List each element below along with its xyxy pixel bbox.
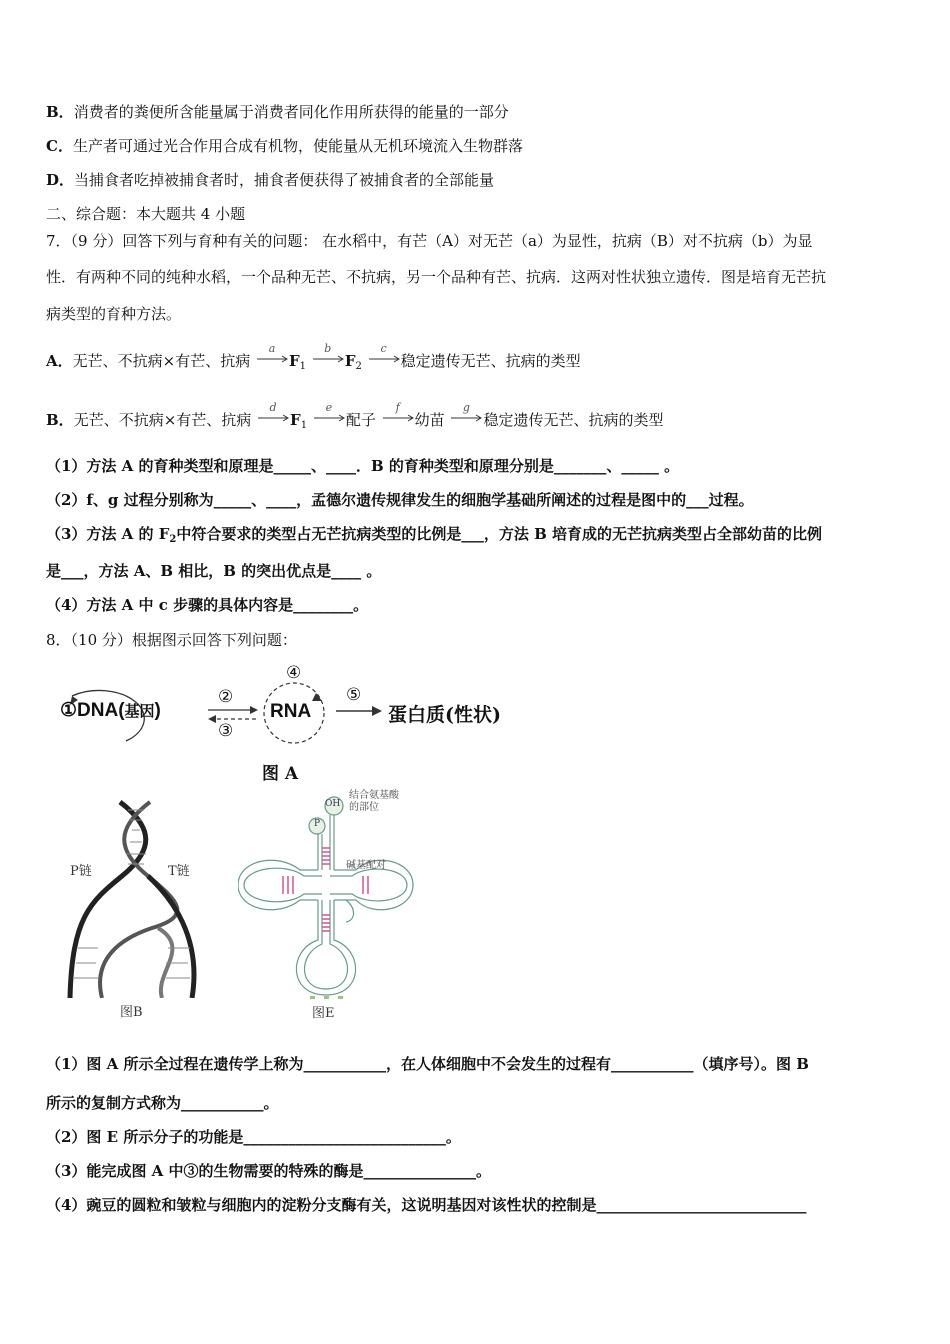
protein-label [388,700,501,727]
option-d-text: 当捕食者吃掉被捕食者时，捕食者便获得了被捕食者的全部能量 [74,171,495,189]
arrow-f-label: f [395,401,400,414]
option-c-text: 生产者可通过光合作用合成有机物，使能量从无机环境流入生物群落 [72,137,523,155]
figure-a [58,663,538,783]
q8-sub1-line2: 所示的复制方式称为___________。 [46,1094,279,1112]
trna-cloverleaf-illustration [238,790,428,1000]
q8-sub4: （4）豌豆的圆粒和皱粒与细胞内的淀粉分支酶有关，这说明基因对该性状的控制是____________________________ [46,1196,807,1214]
arrow-a-label: a [268,342,276,355]
method-b-f1-sub: 1 [300,420,308,431]
method-a-end: 稳定遗传无芒、抗病的类型 [400,352,581,370]
step-5-number: ⑤ [346,685,362,705]
trait-text: 性状 [454,704,493,726]
option-c-label: C． [46,137,73,155]
option-b-text: 消费者的粪便所含能量属于消费者同化作用所获得的能量的一部分 [73,103,509,121]
q7-score: （9 分） [70,232,123,250]
oh-label: OH [325,799,341,809]
option-d-label: D． [46,171,75,189]
figure-e-caption: 图E [312,1006,335,1021]
step-2-number: ② [218,687,234,707]
q8-sub3: （3）能完成图 A 中③的生物需要的特殊的酶是_______________。 [46,1162,492,1180]
method-b-label: B． [46,411,74,429]
right-arrow-icon [450,413,482,423]
q7-stem-line2: 性．有两种不同的纯种水稻，一个品种无芒、不抗病，另一个品种有芒、抗病．这两对性状独立遗传．图是培育无芒抗 [46,268,827,286]
q7-sub2: （2）f、g 过程分别称为_____、____，孟德尔遗传规律发生的细胞学基础所阐述的过程是图中的___过程。 [46,491,754,509]
q7-method-a [46,342,581,378]
arrow-2-head-icon [250,706,258,714]
right-arrow-icon [312,354,344,364]
protein-close: ) [492,704,502,726]
q7-method-b [46,401,664,437]
aa-site-line1: 结合氨基酸 [349,790,399,801]
q8-stem [46,629,297,651]
step-4-number: ④ [286,663,302,683]
right-arrow-icon [256,354,288,364]
right-arrow-icon [313,413,345,423]
q7-sub3-sub: 2 [169,534,177,545]
option-d [46,169,494,191]
q7-stem-text1: 回答下列与育种有关的问题： 在水稻中，有芒（A）对无芒（a）为显性，抗病（B）对不抗病（b）为显 [122,232,813,250]
step-3-number: ③ [218,721,234,741]
q7-sub3-line2: 是___，方法 A、B 相比，B 的突出优点是____ 。 [46,562,382,580]
method-a-f1: F [289,352,300,370]
arrow-g-label: g [462,401,470,414]
gene-text: 基因 [124,703,155,720]
arrow-d [257,401,289,427]
method-b-f1: F [290,411,301,429]
method-a-f2: F [344,352,356,370]
method-b-mid2: 幼苗 [414,411,445,429]
q7-number: 7． [46,232,71,250]
arrow-3-head-icon [208,715,216,723]
arrow-d-label: d [269,401,277,414]
q7-sub3-line1 [46,523,822,551]
q7-sub3-pre: （3）方法 A 的 F [46,525,170,543]
section-heading: 二、综合题：本大题共 4 小题 [46,205,246,223]
method-b-mid1: 配子 [345,411,376,429]
dna-double-helix-illustration [62,798,212,998]
dna-close: ) [154,700,161,721]
arrow-b-label: b [324,342,332,355]
arrow-b [312,342,344,368]
p-label: P [314,819,321,829]
t-chain-label: T链 [168,864,190,879]
q8-sub1-line1: （1）图 A 所示全过程在遗传学上称为___________，在人体细胞中不会发生的过程有___________（填序号）。图 B [46,1055,809,1073]
dna-text: ①DNA( [60,700,125,721]
q7-sub1: （1）方法 A 的育种类型和原理是_____、____．B 的育种类型和原理分别是_______、_____ 。 [46,457,680,475]
figure-b [62,798,212,1023]
q7-sub3-post: 中符合要求的类型占无芒抗病类型的比例是___，方法 B 培育成的无芒抗病类型占全部幼苗的比例 [176,525,823,543]
arrow-e-label: e [325,401,333,414]
q8-number: 8． [46,631,71,649]
aa-site-label [349,790,399,814]
arrow-c [368,342,400,368]
arrow-4-head-icon [312,693,322,701]
method-a-start: 无芒、不抗病×有芒、抗病 [72,352,251,370]
option-c [46,135,523,157]
protein-text: 蛋白质( [388,704,454,726]
base-pairing-label: 碱基配对 [346,860,386,871]
arrow-c-label: c [380,342,387,355]
q7-stem-line1 [46,230,813,252]
right-arrow-icon [257,413,289,423]
method-b-start: 无芒、不抗病×有芒、抗病 [73,411,252,429]
figure-a-caption: 图 A [262,764,299,784]
figure-e [238,790,428,1025]
right-arrow-icon [368,354,400,364]
q7-stem-line3: 病类型的育种方法。 [46,305,182,323]
method-b-end: 稳定遗传无芒、抗病的类型 [483,411,664,429]
arrow-f [382,401,414,427]
arrow-5-head-icon [372,706,382,716]
dna-label [60,699,161,722]
method-a-f2-sub: 2 [355,361,362,372]
arrow-e [313,401,345,427]
arrow-a [256,342,288,368]
q7-sub4: （4）方法 A 中 c 步骤的具体内容是________。 [46,596,369,614]
figure-b-caption: 图B [120,1005,143,1020]
q8-sub2: （2）图 E 所示分子的功能是___________________________。 [46,1128,461,1146]
rna-label: RNA [270,701,312,722]
option-b-label: B． [46,103,74,121]
q8-score: （10 分） [70,631,132,649]
p-chain-label: P链 [70,864,92,879]
option-b [46,101,509,123]
q8-stem-text: 根据图示回答下列问题： [131,631,297,649]
method-a-label: A． [46,352,73,370]
right-arrow-icon [382,413,414,423]
method-a-f1-sub: 1 [299,361,307,372]
aa-site-line2: 的部位 [349,802,379,813]
arrow-g [450,401,482,427]
